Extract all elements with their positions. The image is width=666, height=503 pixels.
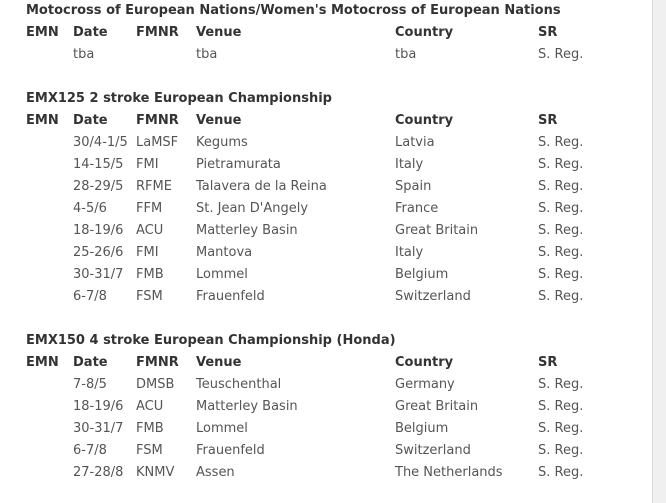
cell-sr: S. Reg. [538, 443, 584, 458]
cell-venue: St. Jean D'Angely [196, 201, 309, 216]
cell-date: 30-31/7 [73, 267, 124, 282]
cell-sr: S. Reg. [538, 465, 584, 480]
table-row [0, 266, 652, 288]
cell-country: Italy [395, 245, 424, 260]
cell-country: tba [395, 47, 417, 62]
table-row [0, 156, 652, 178]
cell-sr: S. Reg. [538, 135, 584, 150]
cell-date: 6-7/8 [73, 443, 107, 458]
cell-fmnr: FMI [136, 157, 159, 172]
cell-fmnr: FSM [136, 443, 163, 458]
cell-country: Italy [395, 157, 424, 172]
cell-date: 27-28/8 [73, 465, 124, 480]
cell-venue: Matterley Basin [196, 399, 298, 414]
table-row [0, 134, 652, 156]
cell-country: Spain [395, 179, 432, 194]
header-country: Country [395, 25, 454, 40]
header-fmnr: FMNR [136, 25, 179, 40]
cell-venue: Lommel [196, 421, 248, 436]
header-country: Country [395, 113, 454, 128]
cell-venue: Pietramurata [196, 157, 281, 172]
cell-fmnr: LaMSF [136, 135, 179, 150]
header-emn: EMN [26, 113, 59, 128]
section-title: Motocross of European Nations/Women's Motocross of European Nations [26, 3, 561, 18]
table-row [0, 288, 652, 310]
cell-fmnr: RFME [136, 179, 172, 194]
cell-sr: S. Reg. [538, 267, 584, 282]
cell-country: Switzerland [395, 289, 471, 304]
cell-date: 18-19/6 [73, 223, 124, 238]
table-row [0, 420, 652, 442]
scrollbar-track[interactable] [652, 0, 666, 503]
header-country: Country [395, 355, 454, 370]
header-date: Date [73, 113, 108, 128]
header-emn: EMN [26, 355, 59, 370]
cell-sr: S. Reg. [538, 289, 584, 304]
cell-date: 28-29/5 [73, 179, 124, 194]
cell-fmnr: FFM [136, 201, 163, 216]
table-row [0, 398, 652, 420]
cell-fmnr: FSM [136, 289, 163, 304]
cell-fmnr: KNMV [136, 465, 175, 480]
cell-sr: S. Reg. [538, 421, 584, 436]
cell-country: The Netherlands [395, 465, 503, 480]
cell-date: 25-26/6 [73, 245, 124, 260]
cell-venue: Frauenfeld [196, 289, 265, 304]
header-venue: Venue [196, 355, 242, 370]
header-sr: SR [538, 113, 558, 128]
cell-date: tba [73, 47, 95, 62]
cell-venue: Matterley Basin [196, 223, 298, 238]
cell-venue: Kegums [196, 135, 248, 150]
cell-sr: S. Reg. [538, 157, 584, 172]
cell-country: Belgium [395, 421, 449, 436]
header-fmnr: FMNR [136, 355, 179, 370]
cell-date: 7-8/5 [73, 377, 107, 392]
cell-sr: S. Reg. [538, 377, 584, 392]
cell-date: 30/4-1/5 [73, 135, 128, 150]
cell-date: 30-31/7 [73, 421, 124, 436]
cell-venue: Frauenfeld [196, 443, 265, 458]
cell-venue: Talavera de la Reina [196, 179, 327, 194]
cell-fmnr: FMI [136, 245, 159, 260]
table-row [0, 442, 652, 464]
cell-country: Belgium [395, 267, 449, 282]
cell-country: Great Britain [395, 399, 479, 414]
table-row [0, 464, 652, 486]
header-fmnr: FMNR [136, 113, 179, 128]
cell-country: Latvia [395, 135, 435, 150]
cell-fmnr: FMB [136, 267, 164, 282]
cell-venue: Mantova [196, 245, 253, 260]
header-date: Date [73, 355, 108, 370]
header-sr: SR [538, 355, 558, 370]
cell-sr: S. Reg. [538, 179, 584, 194]
cell-fmnr: FMB [136, 421, 164, 436]
cell-venue: Teuschenthal [196, 377, 282, 392]
header-date: Date [73, 25, 108, 40]
cell-fmnr: ACU [136, 399, 164, 414]
cell-venue: Assen [196, 465, 235, 480]
table-row [0, 46, 652, 68]
cell-date: 14-15/5 [73, 157, 124, 172]
table-header [0, 112, 652, 134]
cell-sr: S. Reg. [538, 47, 584, 62]
cell-country: Switzerland [395, 443, 471, 458]
cell-country: France [395, 201, 439, 216]
cell-sr: S. Reg. [538, 201, 584, 216]
cell-country: Germany [395, 377, 455, 392]
cell-sr: S. Reg. [538, 245, 584, 260]
table-row [0, 376, 652, 398]
section-title: EMX125 2 stroke European Championship [26, 91, 332, 106]
table-header [0, 24, 652, 46]
cell-date: 6-7/8 [73, 289, 107, 304]
table-row [0, 200, 652, 222]
cell-date: 18-19/6 [73, 399, 124, 414]
header-venue: Venue [196, 113, 242, 128]
cell-fmnr: ACU [136, 223, 164, 238]
cell-venue: Lommel [196, 267, 248, 282]
header-venue: Venue [196, 25, 242, 40]
cell-date: 4-5/6 [73, 201, 107, 216]
cell-sr: S. Reg. [538, 223, 584, 238]
header-sr: SR [538, 25, 558, 40]
header-emn: EMN [26, 25, 59, 40]
table-row [0, 178, 652, 200]
cell-sr: S. Reg. [538, 399, 584, 414]
section-title: EMX150 4 stroke European Championship (Honda) [26, 333, 396, 348]
table-header [0, 354, 652, 376]
table-row [0, 222, 652, 244]
cell-venue: tba [196, 47, 218, 62]
table-row [0, 244, 652, 266]
cell-fmnr: DMSB [136, 377, 175, 392]
cell-country: Great Britain [395, 223, 479, 238]
